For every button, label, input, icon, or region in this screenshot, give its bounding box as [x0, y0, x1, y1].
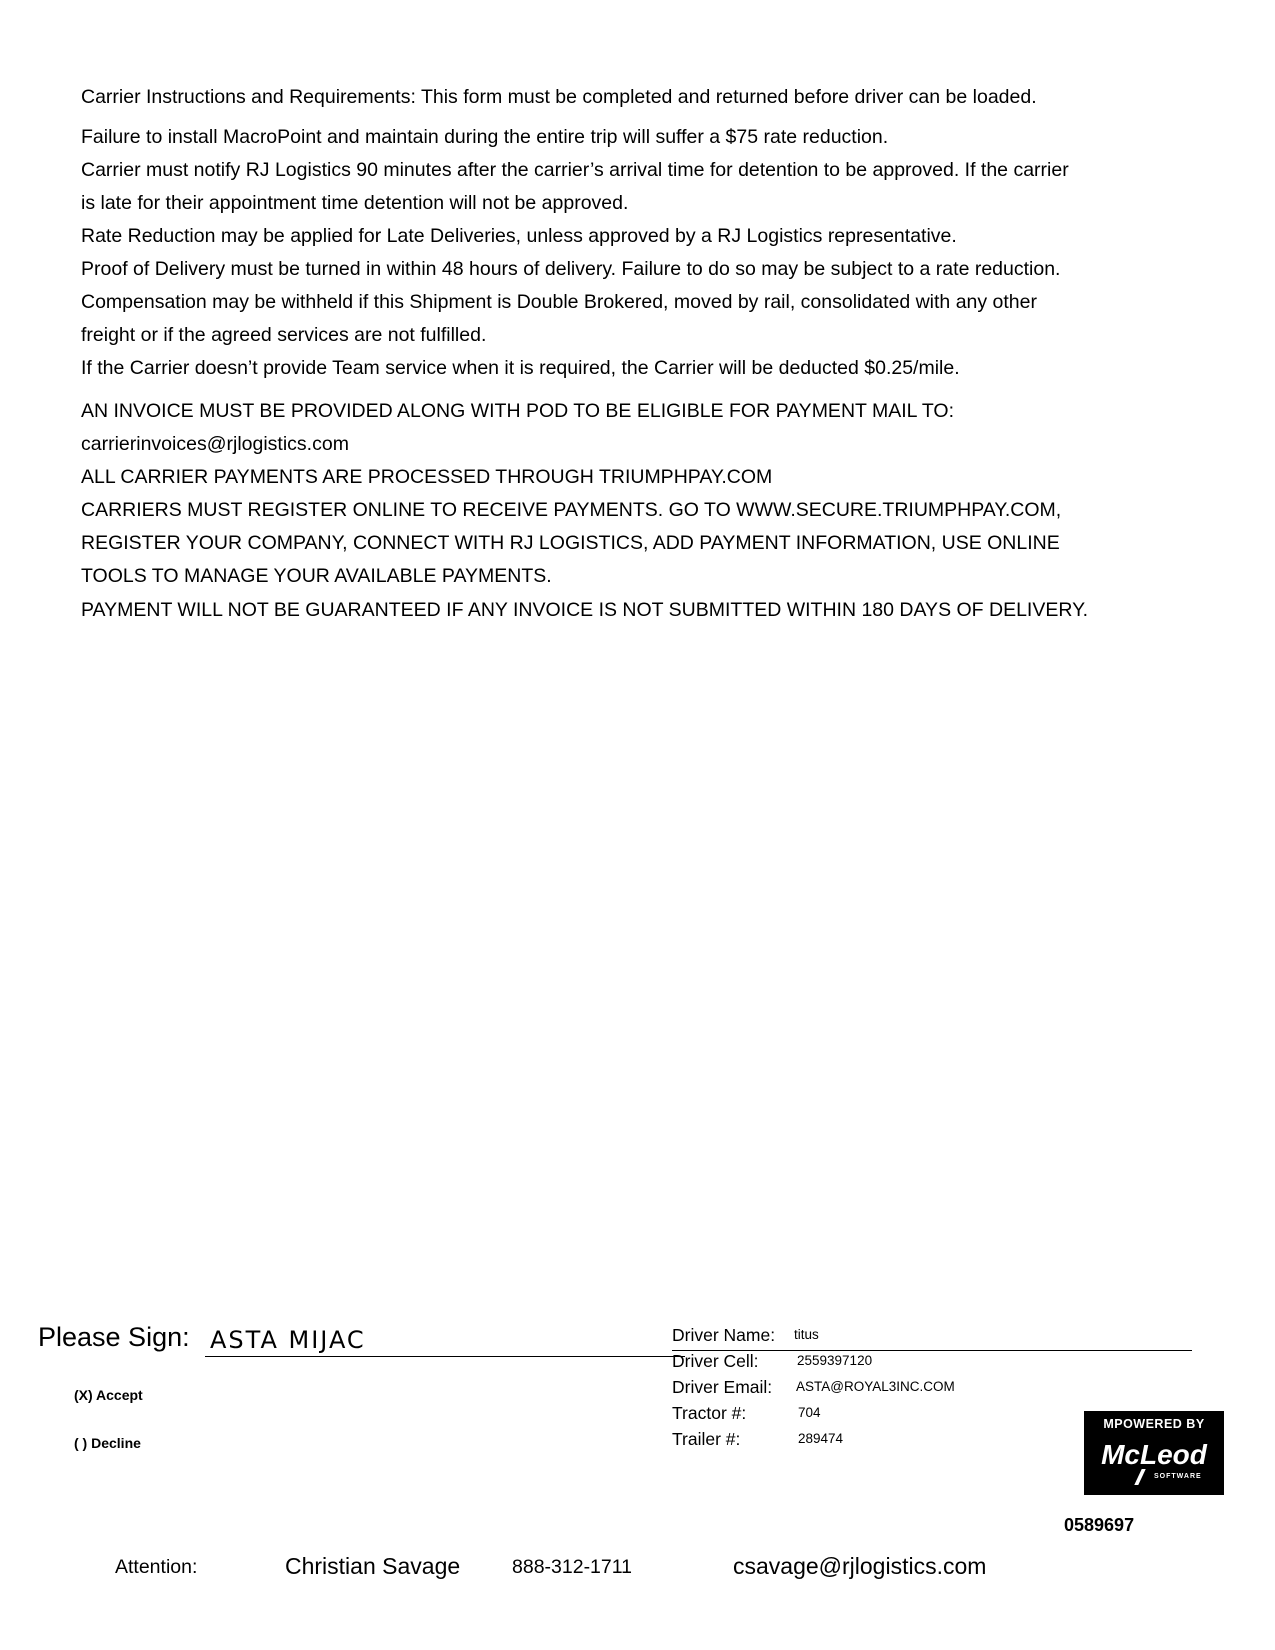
driver-email-label: Driver Email: — [672, 1377, 773, 1397]
driver-cell-field[interactable]: 2559397120 — [797, 1353, 873, 1368]
tractor-label: Tractor #: — [672, 1403, 747, 1423]
payment-line: CARRIERS MUST REGISTER ONLINE TO RECEIVE PAYMENTS. GO TO WWW.SECURE.TRIUMPHPAY.COM, — [81, 499, 1062, 521]
invoice-email-link[interactable]: carrierinvoices@rjlogistics.com — [81, 433, 349, 455]
instruction-line: Failure to install MacroPoint and maintain during the entire trip will suffer a $75 rate reduction. — [81, 126, 889, 148]
trailer-label: Trailer #: — [672, 1429, 741, 1449]
instruction-line: If the Carrier doesn’t provide Team service when it is required, the Carrier will be deducted $0.25/mile. — [81, 357, 960, 379]
instruction-line: Carrier must notify RJ Logistics 90 minutes after the carrier’s arrival time for detention to be approved. If the carrier — [81, 159, 1069, 181]
logo-brand: McLeod — [1101, 1439, 1207, 1470]
decline-option[interactable]: ( ) Decline — [74, 1435, 141, 1451]
tractor-field[interactable]: 704 — [798, 1405, 821, 1420]
mcleod-logo — [1084, 1411, 1224, 1495]
instruction-line: is late for their appointment time detention will not be approved. — [81, 192, 629, 214]
attention-label: Attention: — [115, 1556, 198, 1578]
document-number: 0589697 — [1064, 1515, 1135, 1535]
instruction-line: Proof of Delivery must be turned in within 48 hours of delivery. Failure to do so may be subject to a rate reduction. — [81, 258, 1061, 280]
payment-line: ALL CARRIER PAYMENTS ARE PROCESSED THROUGH TRIUMPHPAY.COM — [81, 466, 773, 488]
logo-slash-icon — [1134, 1469, 1145, 1485]
driver-cell-label: Driver Cell: — [672, 1351, 759, 1371]
payment-line: AN INVOICE MUST BE PROVIDED ALONG WITH POD TO BE ELIGIBLE FOR PAYMENT MAIL TO: — [81, 400, 954, 422]
instruction-line: freight or if the agreed services are not fulfilled. — [81, 324, 487, 346]
trailer-field[interactable]: 289474 — [798, 1431, 844, 1446]
logo-tagline: MPOWERED BY — [1103, 1417, 1205, 1431]
signature-line — [205, 1356, 685, 1357]
instruction-line: Rate Reduction may be applied for Late Deliveries, unless approved by a RJ Logistics representative. — [81, 225, 957, 247]
signature-label: Please Sign: — [38, 1322, 190, 1352]
driver-email-field[interactable]: ASTA@ROYAL3INC.COM — [796, 1379, 955, 1394]
signature-field[interactable]: ASTA MIJAC — [210, 1326, 366, 1354]
attention-email[interactable]: csavage@rjlogistics.com — [733, 1553, 987, 1579]
driver-name-label: Driver Name: — [672, 1325, 776, 1345]
accept-option[interactable]: (X) Accept — [74, 1387, 143, 1403]
payment-line: TOOLS TO MANAGE YOUR AVAILABLE PAYMENTS. — [81, 565, 552, 587]
payment-line: PAYMENT WILL NOT BE GUARANTEED IF ANY INVOICE IS NOT SUBMITTED WITHIN 180 DAYS OF DELIVERY. — [81, 599, 1088, 621]
instructions-heading: Carrier Instructions and Requirements: This form must be completed and returned before driver can be loaded. — [81, 86, 1037, 108]
instruction-line: Compensation may be withheld if this Shipment is Double Brokered, moved by rail, consolidated with any other — [81, 291, 1037, 313]
attention-phone: 888-312-1711 — [512, 1556, 632, 1578]
payment-line: REGISTER YOUR COMPANY, CONNECT WITH RJ LOGISTICS, ADD PAYMENT INFORMATION, USE ONLINE — [81, 532, 1060, 554]
driver-name-field[interactable]: titus — [794, 1327, 819, 1342]
logo-subtitle: SOFTWARE — [1154, 1473, 1202, 1480]
attention-name: Christian Savage — [285, 1553, 461, 1579]
